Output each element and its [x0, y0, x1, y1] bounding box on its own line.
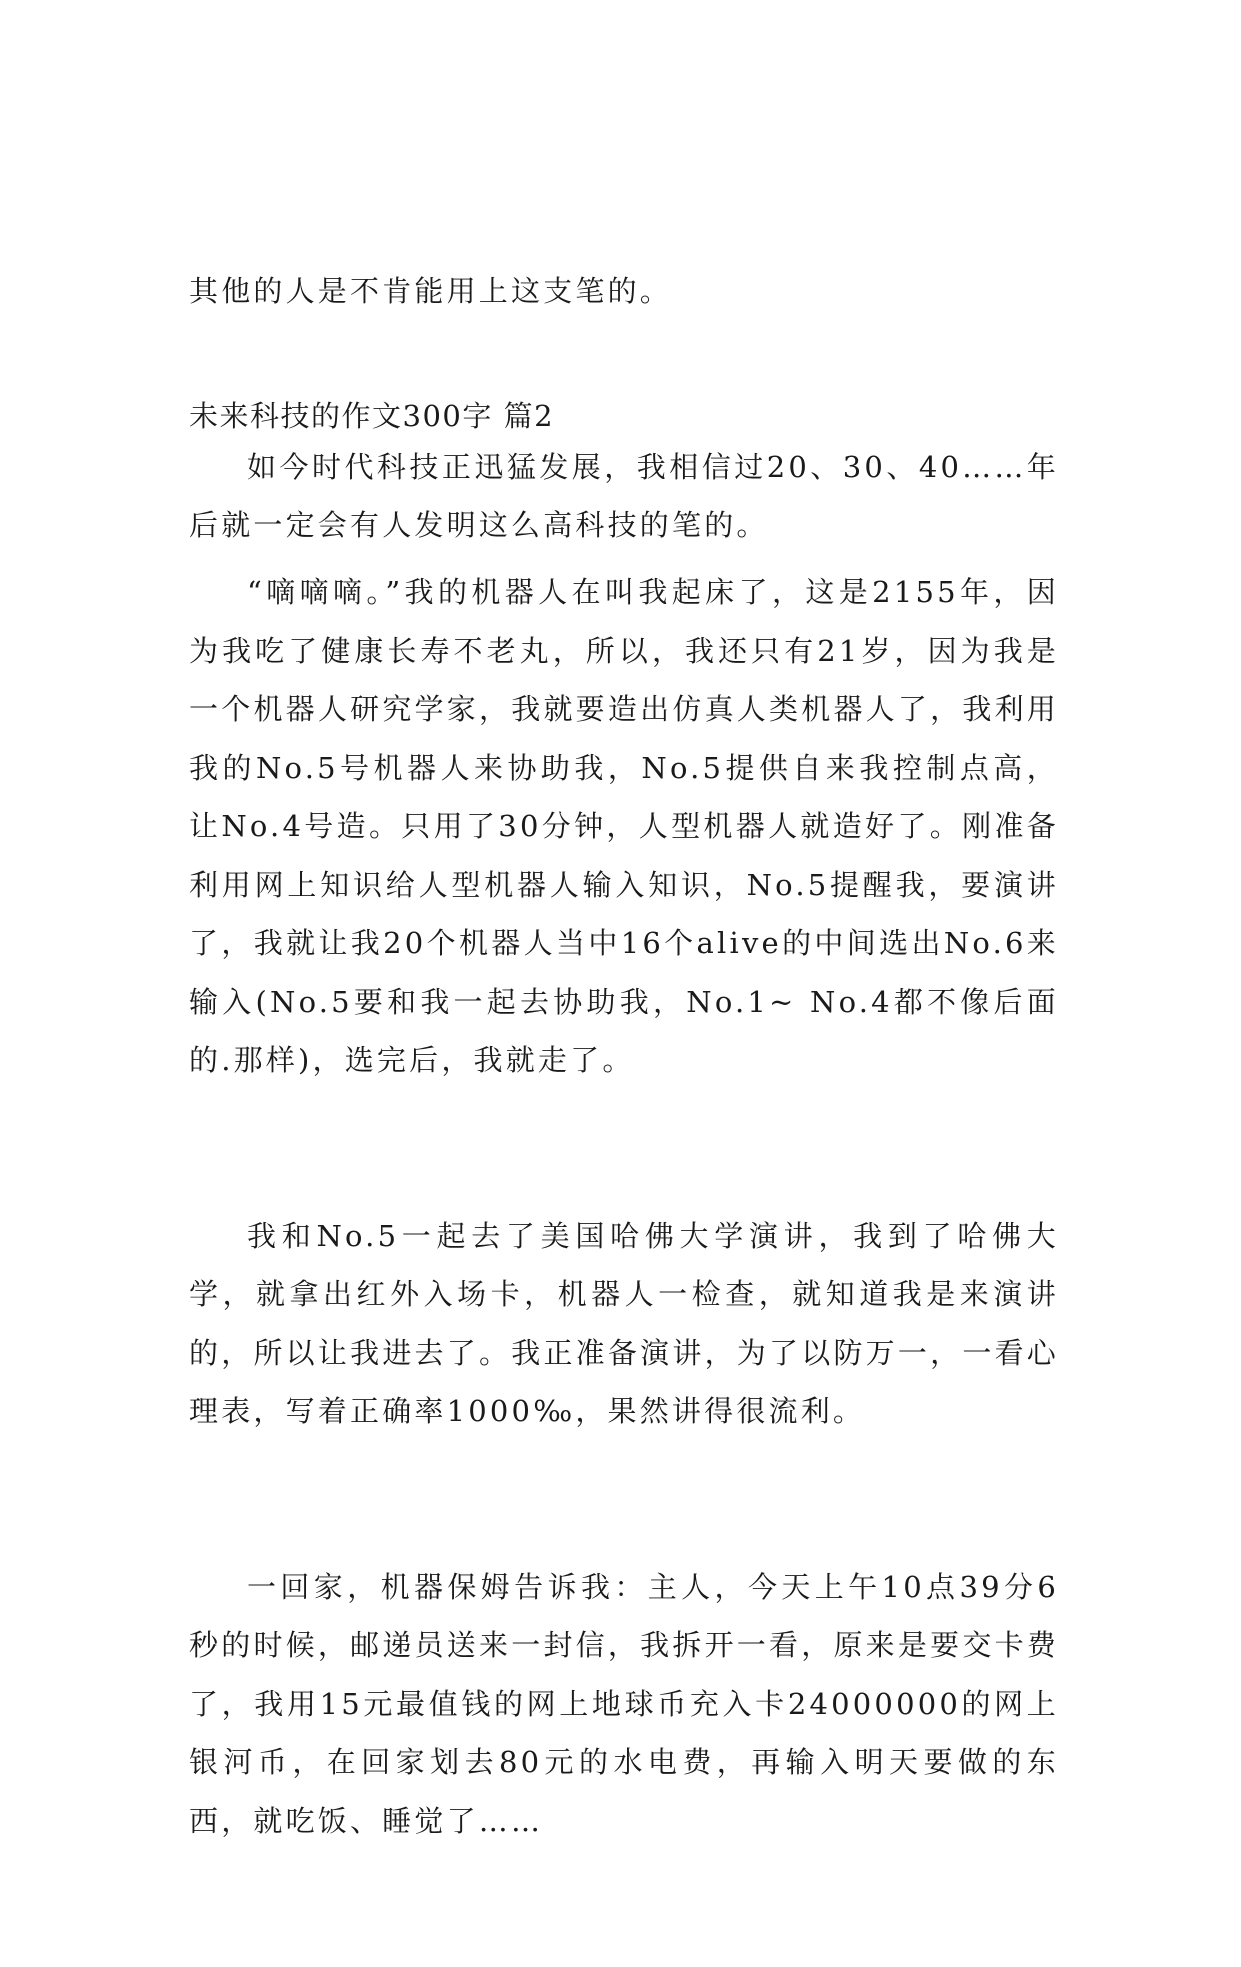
essay-text-block	[189, 446, 1059, 1967]
paragraph: 如今时代科技正迅猛发展，我相信过20、30、40……年后就一定会有人发明这么高科技的笔的。	[189, 449, 1059, 542]
continuation-paragraph: 其他的人是不肯能用上这支笔的。	[189, 274, 673, 308]
paragraph: “嘀嘀嘀。”我的机器人在叫我起床了，这是2155年，因为我吃了健康长寿不老丸，所以，我还只有21岁，因为我是一个机器人研究学家，我就要造出仿真人类机器人了，我利用我的No.5号机器人来协助我，No.5提供自来我控制点高，让No.4号造。只用了30分钟，人型机器人就造好了。刚准备利用网上知识给人型机器人输入知识，No.5提醒我，要演讲了，我就让我20个机器人当中16个alive的中间选出No.6来输入(No.5要和我一起去协助我，No.1~ No.4都不像后面的.那样)，选完后，我就走了。	[189, 575, 1059, 1077]
paragraph: 一回家，机器保姆告诉我：主人，今天上午10点39分6秒的时候，邮递员送来一封信，我拆开一看，原来是要交卡费了，我用15元最值钱的网上地球币充入卡24000000的网上银河币，在回家划去80元的水电费，再输入明天要做的东西，就吃饭、睡觉了……	[189, 1569, 1059, 1838]
section-heading: 未来科技的作文300字 篇2	[189, 399, 555, 433]
paragraph: 我和No.5一起去了美国哈佛大学演讲，我到了哈佛大学，就拿出红外入场卡，机器人一检查，就知道我是来演讲的，所以让我进去了。我正准备演讲，为了以防万一，一看心理表，写着正确率1000‰，果然讲得很流利。	[189, 1218, 1059, 1428]
